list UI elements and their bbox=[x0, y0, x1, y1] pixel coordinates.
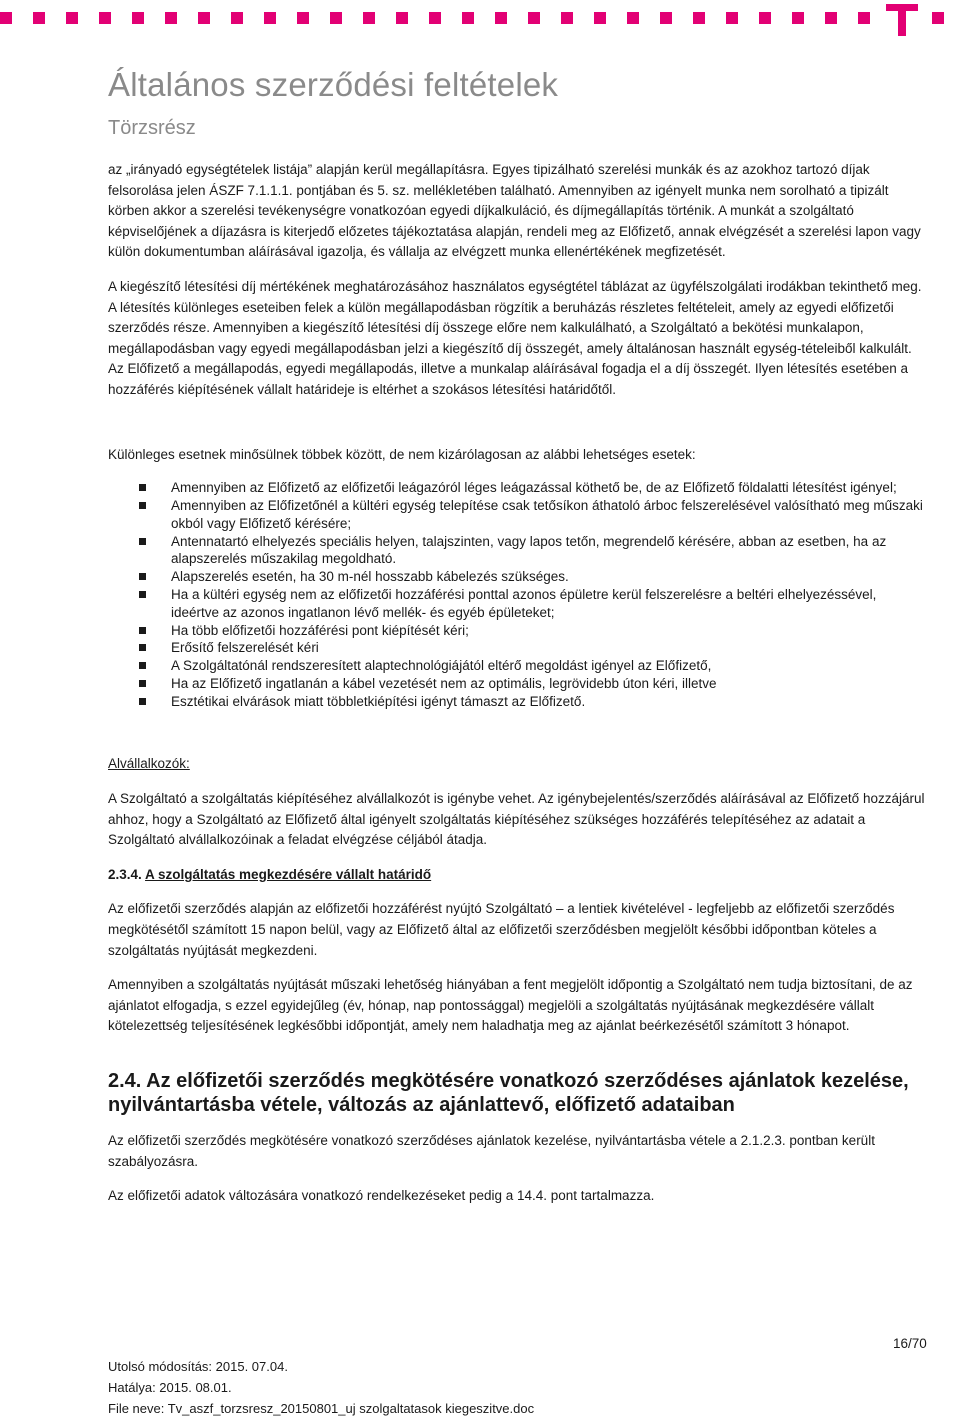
brand-dot bbox=[693, 12, 705, 24]
brand-dot bbox=[165, 12, 177, 24]
section-title: A szolgáltatás megkezdésére vállalt határidő bbox=[145, 866, 432, 882]
bullet-square-icon bbox=[139, 698, 146, 705]
page-title: Általános szerződési feltételek bbox=[108, 66, 559, 103]
list-item: Amennyiben az Előfizetőnél a kültéri egység telepítése csak tetősíkon áthatoló árboc felszerelésével valósítható meg műszaki okból vagy Előfizető kérésére; bbox=[108, 497, 928, 533]
section-heading bbox=[108, 865, 928, 886]
list-item: A Szolgáltatónál rendszeresített alaptechnológiájától eltérő megoldást igényel az Előfizető, bbox=[108, 657, 928, 675]
brand-dot bbox=[429, 12, 441, 24]
paragraph: Az előfizetői szerződés alapján az előfizetői hozzáférést nyújtó Szolgáltató – a lentiek kivételével - legfeljebb az előfizetői szerződés megkötésétől számított 15 napon belül, vagy az Előfizető által az előfizetői szerződésben megjelölt későbbi időpontban köteles a szolgáltatás nyújtását megkezdeni. bbox=[108, 901, 895, 958]
bullet-square-icon bbox=[139, 591, 146, 598]
brand-dot bbox=[825, 12, 837, 24]
brand-dot bbox=[66, 12, 78, 24]
brand-dot bbox=[198, 12, 210, 24]
brand-dot bbox=[759, 12, 771, 24]
list-item: Amennyiben az Előfizető az előfizetői leágazóról léges leágazással köthető be, de az Előfizető földalatti létesítést igényel; bbox=[108, 479, 928, 497]
paragraph: Különleges esetnek minősülnek többek között, de nem kizárólagosan az alábbi lehetséges esetek: bbox=[108, 446, 696, 462]
bullet-square-icon bbox=[139, 538, 146, 545]
special-cases-list bbox=[108, 479, 928, 710]
telekom-t-logo-icon bbox=[884, 0, 920, 40]
brand-dot bbox=[132, 12, 144, 24]
bullet-square-icon bbox=[139, 662, 146, 669]
list-item: Alapszerelés esetén, ha 30 m-nél hosszabb kábelezés szükséges. bbox=[108, 568, 928, 586]
brand-dot bbox=[99, 12, 111, 24]
brand-dot bbox=[561, 12, 573, 24]
bullet-square-icon bbox=[139, 502, 146, 509]
list-item: Ha az Előfizető ingatlanán a kábel vezetését nem az optimális, legrövidebb úton kéri, illetve bbox=[108, 675, 928, 693]
page-number: 16/70 bbox=[893, 1336, 927, 1351]
paragraph: az „irányadó egységtételek listája” alapján kerül megállapításra. Egyes tipizálható szerelési munkák és az azokhoz tartozó díjak felsorolása jelen ÁSZF 7.1.1.1. pontjában és 5. sz. mellékletében található. Amennyiben az igényelt munka nem sorolható a tipizált körben akkor a szerelési tevékenységre vonatkozóan egyedi díjkalkuláció, és díjmegállapítás történik. A munkát a szolgáltató képviselőjének a díjazásra is kiterjedő előzetes tájékoztatása alapján, rendeli meg az Előfizető, annak elvégzését a szerelési lapon vagy külön dokumentumban aláírásával igazolja, és vállalja az elvégzett munka ellenértékének megfizetését. bbox=[108, 162, 921, 260]
paragraph: Az előfizetői adatok változására vonatkozó rendelkezéseket pedig a 14.4. pont tartalmazza. bbox=[108, 1188, 655, 1204]
last-modified: Utolsó módosítás: 2015. 07.04. bbox=[108, 1359, 288, 1374]
bullet-square-icon bbox=[139, 573, 146, 580]
brand-dot bbox=[627, 12, 639, 24]
list-item: Ha több előfizetői hozzáférési pont kiépítését kéri; bbox=[108, 622, 928, 640]
paragraph: A kiegészítő létesítési díj mértékének meghatározásához használatos egységtétel táblázat az ügyfélszolgálati irodákban tekinthető meg. A létesítés különleges eseteiben felek a külön megállapodásban rögzítik a beruházás részletes feltételeit, amely az egyedi előfizetői szerződés része. Amennyiben a kiegészítő létesítési díj összege előre nem kalkulálható, a Szolgáltató a bekötési munkalapon, megállapodásban vagy egyedi megállapodásban jelzi a kiegészítő díj összegét, amely általánosan használt egység-tételeiből kalkulált. Az Előfizető a megállapodás, egyedi megállapodás, illetve a munkalap aláírásával fogadja el a díj összegét. Ilyen létesítés esetében a hozzáférés kiépítésének vállalt határideje is eltérhet a szokásos létesítési határidőtől. bbox=[108, 278, 922, 397]
brand-dot bbox=[462, 12, 474, 24]
list-item: Antennatartó elhelyezés speciális helyen, talajszinten, vagy lapos tetőn, megrendelő kérésére, abban az esetben, ha az alapszerelés műszakilag megoldható. bbox=[108, 533, 928, 569]
brand-bar bbox=[0, 0, 960, 40]
document-footer bbox=[108, 1356, 534, 1419]
bullet-square-icon bbox=[139, 680, 146, 687]
paragraph: A Szolgáltató a szolgáltatás kiépítéséhez alvállalkozót is igénybe vehet. Az igénybejelentés/szerződés aláírásával az Előfizető hozzájárul ahhoz, hogy a Szolgáltató az Előfizető által igényelt szolgáltatás kiépítéséhez szükséges hozzáférés telepítéséhez az adatait a Szolgáltató alvállalkozóinak a feladat elvégzése céljából átadja. bbox=[108, 791, 925, 848]
list-item: Erősítő felszerelését kéri bbox=[108, 639, 928, 657]
brand-dot bbox=[594, 12, 606, 24]
brand-dots bbox=[0, 12, 960, 24]
brand-dot bbox=[528, 12, 540, 24]
brand-dot bbox=[792, 12, 804, 24]
bullet-square-icon bbox=[139, 484, 146, 491]
effective-date: Hatálya: 2015. 08.01. bbox=[108, 1380, 232, 1395]
brand-dot bbox=[858, 12, 870, 24]
list-item: Esztétikai elvárások miatt többletkiépítési igényt támaszt az Előfizető. bbox=[108, 693, 928, 711]
chapter-heading: 2.4. Az előfizetői szerződés megkötésére vonatkozó szerződéses ajánlatok kezelése, nyilvántartásba vétele, változás az ajánlattevő, előfizető adataiban bbox=[108, 1070, 909, 1117]
file-name: File neve: Tv_aszf_torzsresz_20150801_uj szolgaltatasok kiegeszitve.doc bbox=[108, 1401, 535, 1416]
bullet-square-icon bbox=[139, 627, 146, 634]
paragraph: Az előfizetői szerződés megkötésére vonatkozó szerződéses ajánlatok kezelése, nyilvántartásba vétele a 2.1.2.3. pontban került szabályozásra. bbox=[108, 1133, 875, 1169]
brand-dot bbox=[932, 12, 944, 24]
brand-dot bbox=[264, 12, 276, 24]
brand-dot bbox=[33, 12, 45, 24]
section-number: 2.3.4. bbox=[108, 866, 142, 882]
brand-dot bbox=[660, 12, 672, 24]
brand-dot bbox=[363, 12, 375, 24]
bullet-square-icon bbox=[139, 644, 146, 651]
brand-dot bbox=[231, 12, 243, 24]
subcontractors-heading: Alvállalkozók: bbox=[108, 756, 190, 772]
page-subtitle: Törzsrész bbox=[108, 117, 196, 139]
paragraph: Amennyiben a szolgáltatás nyújtását műszaki lehetőség hiányában a fent megjelölt időpontig a Szolgáltató nem tudja biztosítani, de az ajánlatot elfogadja, s ezzel egyidejűleg (év, hónap, nap pontossággal) megjelöli a szolgáltatás nyújtásának megkezdésére vállalt kötelezettség teljesítésének legkésőbbi időpontját, amely nem haladhatja meg az ajánlat beérkezésétől számított 3 hónapot. bbox=[108, 977, 913, 1034]
brand-dot bbox=[495, 12, 507, 24]
brand-dot bbox=[0, 12, 12, 24]
brand-dot bbox=[330, 12, 342, 24]
document-body bbox=[108, 160, 928, 1207]
brand-dot bbox=[297, 12, 309, 24]
list-item: Ha a kültéri egység nem az előfizetői hozzáférési ponttal azonos épületre kerül felszerelésre a beltéri elhelyezéssével, ideértve az azonos ingatlanon lévő mellék- és egyéb épületeket; bbox=[108, 586, 928, 622]
brand-dot bbox=[726, 12, 738, 24]
brand-dot bbox=[396, 12, 408, 24]
